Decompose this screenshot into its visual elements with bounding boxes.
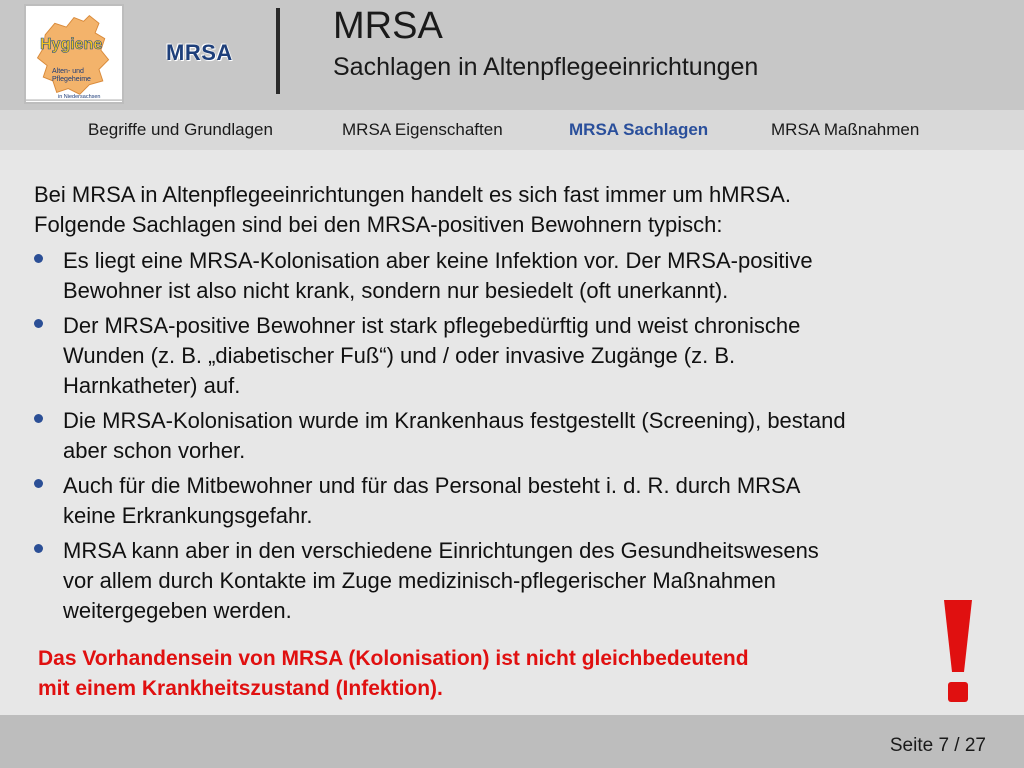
bullet-dot-icon bbox=[34, 319, 43, 328]
bullet-list bbox=[34, 246, 994, 626]
bullet-line: Es liegt eine MRSA-Kolonisation aber keine Infektion vor. Der MRSA-positive bbox=[63, 248, 813, 273]
logo-sub-line: Alten- und bbox=[52, 68, 84, 75]
mrsa-badge: MRSA bbox=[166, 40, 233, 65]
logo-sub-text bbox=[52, 68, 91, 84]
bullet-dot-icon bbox=[34, 544, 43, 553]
bullet-line: Wunden (z. B. „diabetischer Fuß“) und / oder invasive Zugänge (z. B. bbox=[63, 343, 736, 368]
bullet-line: MRSA kann aber in den verschiedene Einrichtungen des Gesundheitswesens bbox=[63, 538, 819, 563]
page-subtitle: Sachlagen in Altenpflegeeinrichtungen bbox=[333, 53, 759, 81]
logo-sub-line: Pflegeheime bbox=[52, 76, 91, 83]
bullet-line: weitergegeben werden. bbox=[63, 598, 292, 623]
bullet-item bbox=[34, 471, 994, 531]
intro-line: Folgende Sachlagen sind bei den MRSA-positiven Bewohnern typisch: bbox=[34, 212, 723, 237]
nav-item-begriffe[interactable]: Begriffe und Grundlagen bbox=[88, 120, 273, 139]
nav-item-eigenschaften[interactable]: MRSA Eigenschaften bbox=[342, 120, 503, 139]
bullet-item bbox=[34, 246, 994, 306]
bullet-line: Auch für die Mitbewohner und für das Personal besteht i. d. R. durch MRSA bbox=[63, 473, 801, 498]
page-title: MRSA bbox=[333, 5, 443, 47]
bullet-line: Der MRSA-positive Bewohner ist stark pflegebedürftig und weist chronische bbox=[63, 313, 801, 338]
warning-line: Das Vorhandensein von MRSA (Kolonisation) ist nicht gleichbedeutend bbox=[38, 647, 749, 670]
warning-line: mit einem Krankheitszustand (Infektion). bbox=[38, 677, 443, 700]
intro-line: Bei MRSA in Altenpflegeeinrichtungen handelt es sich fast immer um hMRSA. bbox=[34, 182, 791, 207]
logo-foot-text: in Niedersachsen bbox=[58, 94, 101, 100]
hygiene-logo bbox=[24, 4, 124, 104]
warning-text bbox=[38, 644, 938, 704]
bullet-dot-icon bbox=[34, 254, 43, 263]
bullet-line: aber schon vorher. bbox=[63, 438, 246, 463]
lower-saxony-map-icon bbox=[26, 6, 122, 102]
bullet-line: Harnkatheter) auf. bbox=[63, 373, 241, 398]
bullet-line: keine Erkrankungsgefahr. bbox=[63, 503, 313, 528]
page-number: Seite 7 / 27 bbox=[889, 735, 986, 756]
slide-body bbox=[34, 180, 994, 631]
bullet-item bbox=[34, 536, 994, 626]
nav-item-sachlagen[interactable]: MRSA Sachlagen bbox=[569, 120, 709, 139]
bullet-dot-icon bbox=[34, 414, 43, 423]
footer-bar bbox=[0, 715, 1024, 768]
bullet-item bbox=[34, 311, 994, 401]
nav-item-massnahmen[interactable]: MRSA Maßnahmen bbox=[771, 120, 920, 139]
exclamation-icon bbox=[938, 598, 978, 706]
bullet-line: Die MRSA-Kolonisation wurde im Krankenhaus festgestellt (Screening), bestand bbox=[63, 408, 846, 433]
bullet-line: Bewohner ist also nicht krank, sondern nur besiedelt (oft unerkannt). bbox=[63, 278, 729, 303]
bullet-dot-icon bbox=[34, 479, 43, 488]
bullet-item bbox=[34, 406, 994, 466]
header-divider bbox=[274, 8, 282, 94]
bullet-line: vor allem durch Kontakte im Zuge medizinisch-pflegerischer Maßnahmen bbox=[63, 568, 776, 593]
logo-main-text: Hygiene bbox=[40, 36, 103, 53]
